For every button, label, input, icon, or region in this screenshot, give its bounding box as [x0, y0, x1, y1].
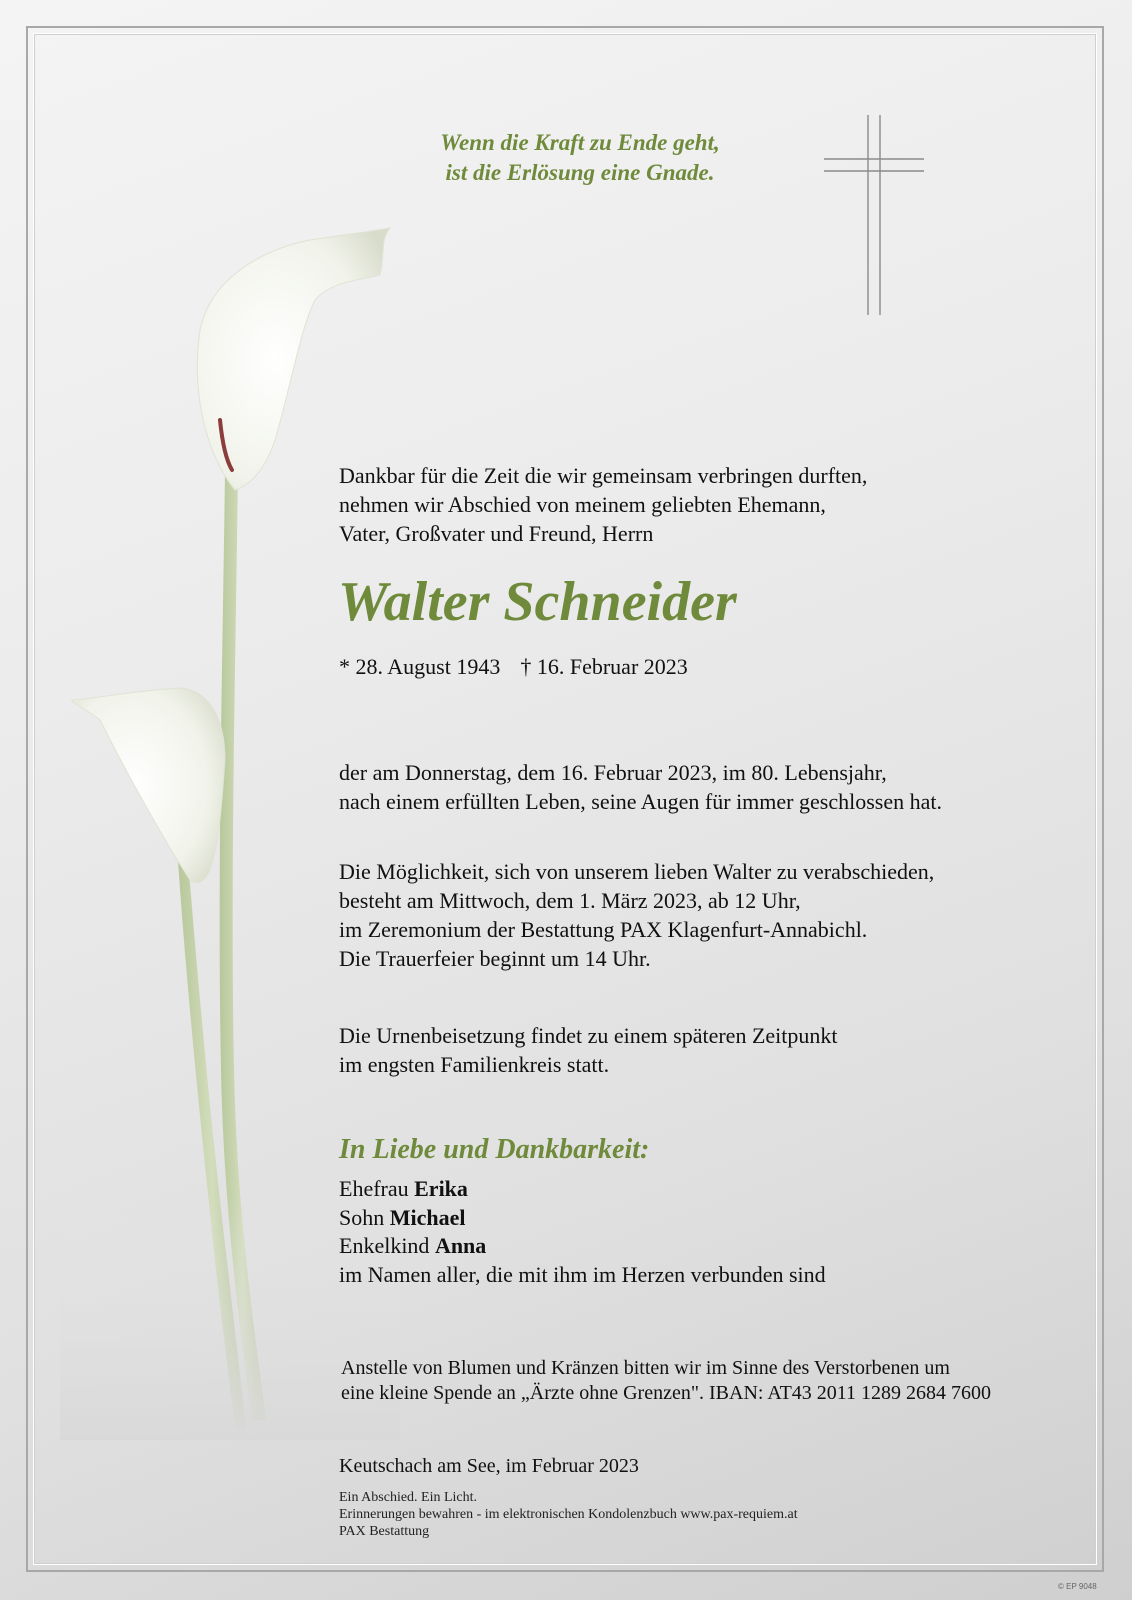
intro-line-1: Dankbar für die Zeit die wir gemeinsam verbringen durften, — [339, 463, 868, 488]
passing-text — [339, 758, 1039, 816]
footer-line-3: PAX Bestattung — [339, 1524, 430, 1539]
life-dates — [339, 654, 688, 680]
cross-icon — [822, 113, 926, 317]
footer-note — [339, 1489, 798, 1540]
urn-text — [339, 1021, 1039, 1079]
passing-line-1: der am Donnerstag, dem 16. Februar 2023, im 80. Lebensjahr, — [339, 760, 887, 785]
motto-quote — [380, 128, 780, 188]
mourner-name: Erika — [414, 1176, 468, 1201]
mourners-list — [339, 1175, 826, 1289]
mourners-closing: im Namen aller, die mit ihm im Herzen verbunden sind — [339, 1261, 826, 1287]
farewell-line-3: im Zeremonium der Bestattung PAX Klagenfurt-Annabichl. — [339, 917, 868, 942]
mourner-item — [339, 1204, 826, 1233]
urn-line-1: Die Urnenbeisetzung findet zu einem späteren Zeitpunkt — [339, 1023, 838, 1048]
mourner-item — [339, 1232, 826, 1261]
mourner-relation: Enkelkind — [339, 1233, 430, 1258]
motto-line-2: ist die Erlösung eine Gnade. — [445, 160, 715, 185]
template-code: © EP 9048 — [1058, 1582, 1097, 1591]
donation-request — [341, 1356, 1041, 1405]
urn-line-2: im engsten Familienkreis statt. — [339, 1052, 610, 1077]
farewell-text — [339, 857, 1039, 973]
passing-line-2: nach einem erfüllten Leben, seine Augen für immer geschlossen hat. — [339, 789, 942, 814]
footer-line-1: Ein Abschied. Ein Licht. — [339, 1490, 478, 1505]
footer-line-2: Erinnerungen bewahren - im elektronischen Kondolenzbuch www.pax-requiem.at — [339, 1507, 798, 1522]
farewell-line-1: Die Möglichkeit, sich von unserem lieben Walter zu verabschieden, — [339, 859, 935, 884]
farewell-line-4: Die Trauerfeier beginnt um 14 Uhr. — [339, 946, 651, 971]
mourner-relation: Ehefrau — [339, 1176, 409, 1201]
death-date: † 16. Februar 2023 — [520, 654, 688, 679]
intro-line-2: nehmen wir Abschied von meinem geliebten Ehemann, — [339, 492, 826, 517]
mourner-name: Michael — [389, 1204, 466, 1230]
place-date: Keutschach am See, im Februar 2023 — [339, 1455, 639, 1477]
birth-date: * 28. August 1943 — [339, 654, 501, 679]
intro-text — [339, 461, 1039, 548]
farewell-line-2: besteht am Mittwoch, dem 1. März 2023, ab 12 Uhr, — [339, 888, 801, 913]
intro-line-3: Vater, Großvater und Freund, Herrn — [339, 521, 654, 546]
mourner-relation: Sohn — [339, 1204, 385, 1230]
mourner-item — [339, 1175, 826, 1204]
donation-line-1: Anstelle von Blumen und Kränzen bitten wir im Sinne des Verstorbenen um — [341, 1357, 950, 1379]
donation-line-2: eine kleine Spende an „Ärzte ohne Grenzen". IBAN: AT43 2011 1289 2684 7600 — [341, 1381, 992, 1404]
motto-line-1: Wenn die Kraft zu Ende geht, — [440, 130, 720, 155]
mourner-name: Anna — [434, 1233, 487, 1258]
deceased-name: Walter Schneider — [338, 571, 737, 633]
thanks-heading: In Liebe und Dankbarkeit: — [339, 1134, 650, 1165]
